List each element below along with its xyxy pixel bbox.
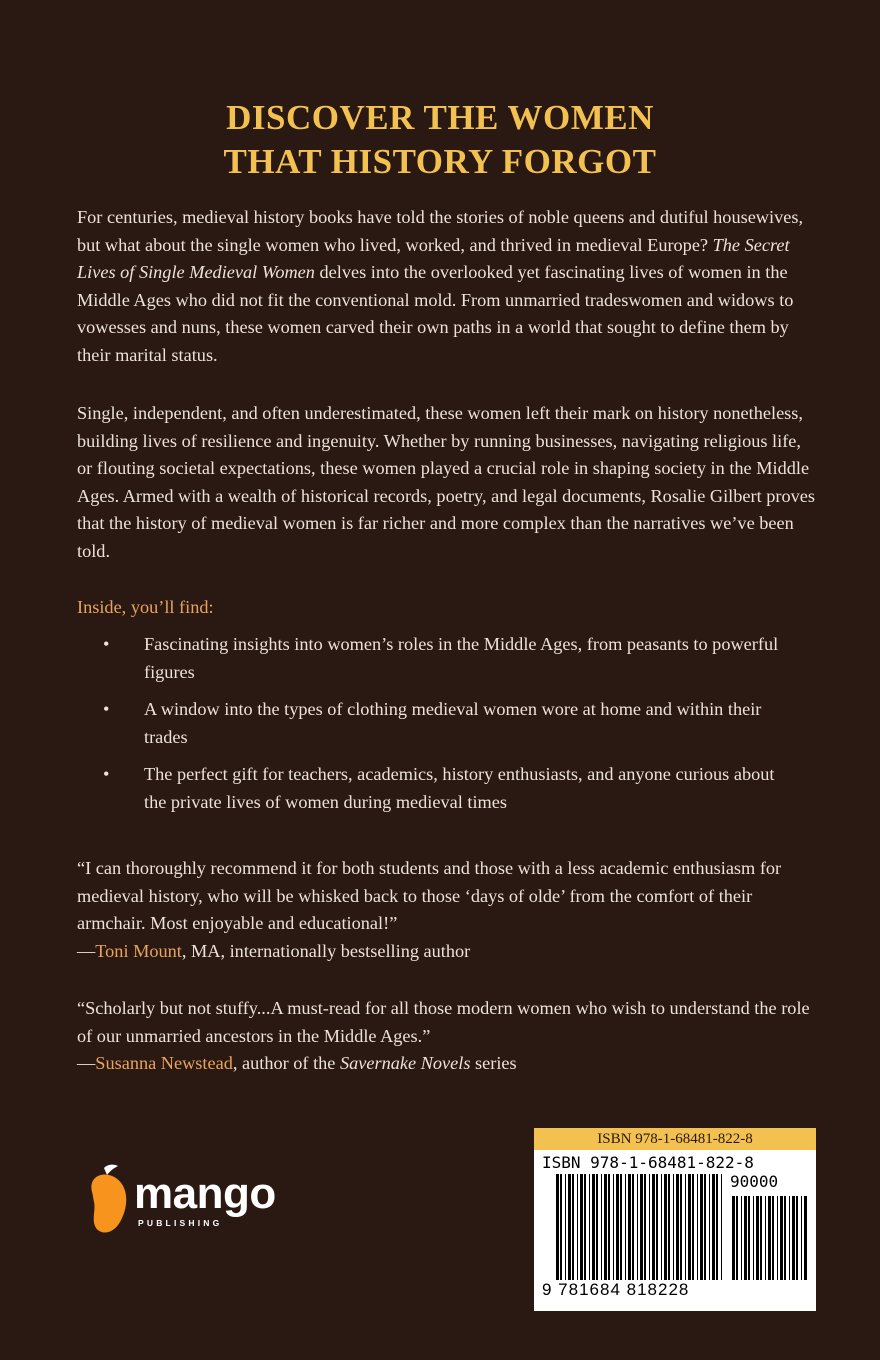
- isbn-mono-text: ISBN 978-1-68481-822-8: [542, 1153, 754, 1172]
- barcode-bar: [604, 1174, 607, 1280]
- barcode-bar: [736, 1196, 738, 1280]
- barcode-bar: [756, 1196, 759, 1280]
- review-quote-2: [77, 995, 817, 1078]
- barcode-bar: [556, 1174, 559, 1280]
- barcode-bar: [792, 1196, 795, 1280]
- barcode-bar: [664, 1174, 667, 1280]
- review-quote-1: [77, 855, 817, 965]
- barcode-bar: [673, 1174, 674, 1280]
- headline-line-1: DISCOVER THE WOMEN: [226, 98, 654, 137]
- barcode-bar: [801, 1196, 802, 1280]
- publisher-logo: [82, 1162, 292, 1242]
- quote-text: “I can thoroughly recommend it for both students and those with a less academic enthusiasm for medieval history, who will be whisked back to those ‘days of olde’ from the comfort of their armchair. Most enjoyable and educational!”: [77, 858, 782, 933]
- barcode-bar: [704, 1174, 706, 1280]
- barcode-bar: [589, 1174, 590, 1280]
- barcode-bar: [625, 1174, 626, 1280]
- barcode-bar: [613, 1174, 614, 1280]
- mango-fruit-icon: [82, 1162, 134, 1242]
- barcode-bar: [709, 1174, 710, 1280]
- second-paragraph: Single, independent, and often underestimated, these women left their mark on history nonetheless, building lives of resilience and ingenuity. Whether by running businesses, navigating religious life, or flouting societal expectations, these women played a crucial role in shaping society in the Middle Ages. Armed with a wealth of historical records, poetry, and legal documents, Rosalie Gilbert proves that the history of medieval women is far richer and more complex than the narratives we’ve been told.: [77, 403, 815, 561]
- list-item: [77, 761, 797, 816]
- barcode-bar: [712, 1174, 715, 1280]
- barcode-bar: [616, 1174, 619, 1280]
- intro-paragraph: [77, 204, 817, 369]
- barcode-bar: [692, 1174, 694, 1280]
- barcode-bar: [580, 1174, 583, 1280]
- bullet-icon: •: [103, 764, 110, 784]
- bullet-icon: •: [103, 634, 110, 654]
- barcode-bar: [656, 1174, 658, 1280]
- reviewer-credit: , author of the: [232, 1053, 340, 1073]
- series-title: Savernake Novels: [340, 1053, 471, 1073]
- barcode-bar: [789, 1196, 790, 1280]
- barcode-bar: [744, 1196, 747, 1280]
- ean-digits: 9 781684 818228: [542, 1280, 690, 1299]
- barcode-bar: [637, 1174, 638, 1280]
- barcode-bar: [697, 1174, 698, 1280]
- feature-list: [77, 631, 797, 826]
- barcode-area: [534, 1150, 816, 1311]
- inside-heading: Inside, you’ll find:: [77, 597, 214, 617]
- barcode-bar: [601, 1174, 602, 1280]
- barcode-bar: [572, 1174, 574, 1280]
- book-title: The Secret Lives of Single Medieval Women: [77, 234, 790, 282]
- barcode-bar: [620, 1174, 622, 1280]
- barcode-bar: [596, 1174, 598, 1280]
- barcode-bar: [753, 1196, 754, 1280]
- quote-attribution: [77, 938, 817, 966]
- barcode-bar: [649, 1174, 650, 1280]
- barcode-bar: [804, 1196, 807, 1280]
- list-item: [77, 696, 797, 751]
- barcode-bar: [796, 1196, 798, 1280]
- quote-attribution: [77, 1050, 817, 1078]
- barcode-bar: [777, 1196, 778, 1280]
- barcode-bar: [668, 1174, 670, 1280]
- reviewer-credit: , MA, internationally bestselling author: [181, 940, 471, 961]
- barcode-bar: [652, 1174, 655, 1280]
- publisher-subtitle: PUBLISHING: [138, 1218, 223, 1228]
- barcode-bar: [748, 1196, 750, 1280]
- barcode-bar: [680, 1174, 682, 1280]
- barcode-bar: [577, 1174, 578, 1280]
- barcode-bar: [676, 1174, 679, 1280]
- barcode-bar: [768, 1196, 771, 1280]
- reviewer-name: Susanna Newstead: [95, 1053, 233, 1073]
- barcode-bar: [760, 1196, 762, 1280]
- reviewer-name: Toni Mount: [95, 940, 182, 961]
- barcode-bar: [721, 1174, 722, 1280]
- headline-line-2: THAT HISTORY FORGOT: [223, 142, 657, 181]
- barcode-bar: [765, 1196, 766, 1280]
- barcode-bar: [661, 1174, 662, 1280]
- barcode-bar: [628, 1174, 631, 1280]
- barcode-bar: [685, 1174, 686, 1280]
- barcode-bar: [584, 1174, 586, 1280]
- barcode-bar: [592, 1174, 595, 1280]
- barcode-bar: [700, 1174, 703, 1280]
- barcode-bar: [688, 1174, 691, 1280]
- barcode-bar: [784, 1196, 786, 1280]
- barcode-bar: [560, 1174, 562, 1280]
- barcode-panel: [534, 1128, 816, 1311]
- barcode-bar: [644, 1174, 646, 1280]
- list-item: [77, 631, 797, 686]
- list-item-text: The perfect gift for teachers, academics, history enthusiasts, and anyone curious about the private lives of women during medieval times: [144, 764, 775, 812]
- intro-text: For centuries, medieval history books have told the stories of noble queens and dutiful housewives, but what about the single women who lived, worked, and thrived in medieval Europe?: [77, 207, 804, 255]
- publisher-name: mango: [134, 1169, 276, 1218]
- barcode-bar: [772, 1196, 774, 1280]
- barcode-bar: [608, 1174, 610, 1280]
- em-dash: —: [77, 940, 96, 961]
- list-item-text: Fascinating insights into women’s roles in the Middle Ages, from peasants to powerful figures: [144, 634, 779, 682]
- reviewer-credit-end: series: [470, 1053, 517, 1073]
- barcode-bar: [732, 1196, 735, 1280]
- quote-text: “Scholarly but not stuffy...A must-read for all those modern women who wish to understand the role of our unmarried ancestors in the Middle Ages.”: [77, 998, 810, 1046]
- bullet-icon: •: [103, 699, 110, 719]
- barcode-bar: [632, 1174, 634, 1280]
- em-dash: —: [77, 1053, 96, 1073]
- barcode-bar: [568, 1174, 571, 1280]
- barcode-bar: [565, 1174, 566, 1280]
- barcode-bar: [640, 1174, 643, 1280]
- price-code: 90000: [730, 1172, 779, 1191]
- list-item-text: A window into the types of clothing medieval women wore at home and within their trades: [144, 699, 762, 747]
- barcode-bar: [780, 1196, 783, 1280]
- intro-text-cont: delves into the overlooked yet fascinating lives of women in the Middle Ages who did not fit the conventional mold. From unmarried tradeswomen and widows to vowesses and nuns, these women carved their own paths in a world that sought to define them by their marital status.: [77, 262, 794, 365]
- barcode-bar: [741, 1196, 742, 1280]
- headline: [0, 96, 880, 184]
- isbn-label: ISBN 978-1-68481-822-8: [534, 1128, 816, 1150]
- barcode-bar: [716, 1174, 718, 1280]
